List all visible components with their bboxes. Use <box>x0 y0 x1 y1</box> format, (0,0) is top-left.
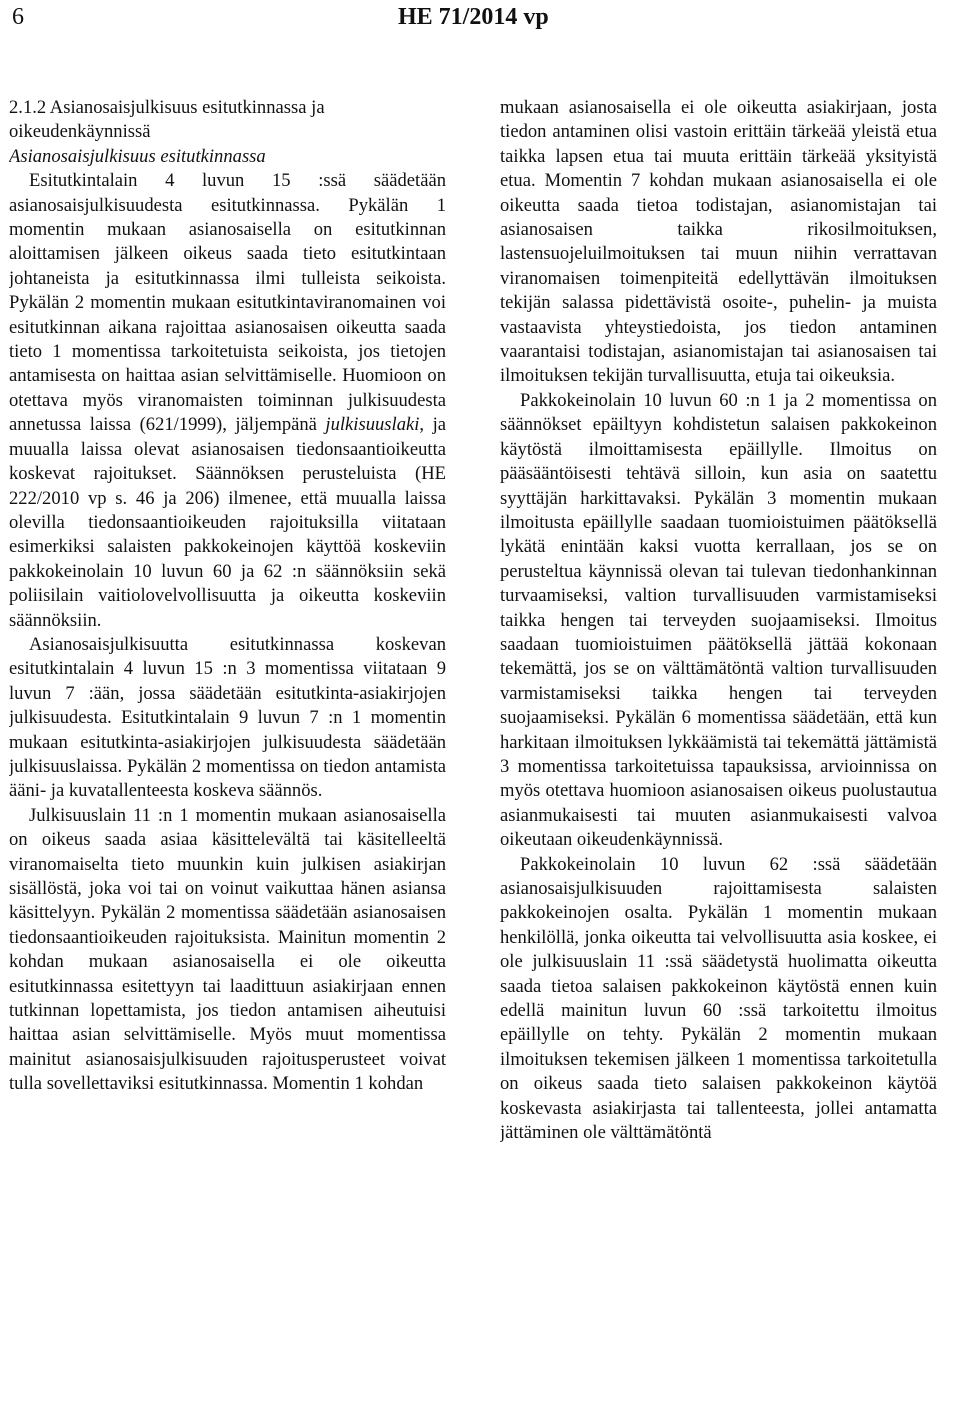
right-column <box>500 96 937 1407</box>
document-identifier: HE 71/2014 vp <box>398 4 549 30</box>
paragraph-text: Esitutkintalain 4 luvun 15 :ssä säädetään asianosaisjulkisuudesta esitutkinnassa. Pykälän 1 momentin mukaan asianosaisella on esitutkinnan aloittamisen jälkeen oikeus saada tieto esitutkintaan johtaneista ja esitutkinnassa ilmi tulleista seikoista. Pykälän 2 momentin mukaan esitutkintaviranomainen voi esitutkinnan aikana rajoittaa asianosaisen oikeutta saada tieto 1 momentissa tarkoitetuista seikoista, jos tietojen antamisesta on haittaa asian selvittämiselle. Huomioon on otettava myös viranomaisten toiminnan julkisuudesta annetussa laissa (621/1999), jäljempänä <box>9 170 446 436</box>
paragraph: Julkisuuslain 11 :n 1 momentin mukaan asianosaisella on oikeus saada asiaa käsittelevältä tai käsitelleeltä viranomaiselta tieto muunkin kuin julkisen asiakirjan sisällöstä, joka voi tai on voinut vaikuttaa hänen asiansa käsittelyyn. Pykälän 2 momentissa säädetään asianosaisen tiedonsaantioikeuden rajoituksista. Mainitun momentin 2 kohdan mukaan asianosaisella ei ole oikeutta esitutkinnassa esitettyyn tai laadittuun asiakirjaan ennen tutkinnan lopettamista, jos tiedon antamisen aiheutuisi haittaa asian selvittämiselle. Myös muut momentissa mainitut asianosaisjulkisuuden rajoitusperusteet voivat tulla sovellettaviksi esitutkinnassa. Momentin 1 kohdan <box>9 804 446 1095</box>
paragraph: Pakkokeinolain 10 luvun 60 :n 1 ja 2 momentissa on säännökset epäiltyyn kohdistetun salaisen pakkokeinon käytöstä ilmoittamisesta epäillylle. Ilmoitus on pääsääntöisesti tehtävä silloin, kun asia on saatettu syyttäjän harkittavaksi. Pykälän 3 momentin mukaan ilmoitusta epäillylle saadaan tuomioistuimen päätöksellä lykätä enintään kaksi vuotta kerrallaan, jos se on perusteltua käynnissä olevan tai tulevan tiedonhankinnan turvaamiseksi, valtion turvallisuuden varmistamiseksi taikka hengen tai terveyden suojaamiseksi. Ilmoitus saadaan tuomioistuimen päätöksellä jättää kokonaan tekemättä, jos se on välttämätöntä valtion turvallisuuden varmistamiseksi taikka hengen tai terveyden suojaamiseksi. Pykälän 6 momentissa säädetään, että kun harkitaan ilmoituksen lykkäämistä tai tekemättä jättämistä 3 momentissa tarkoitetuissa tapauksissa, arvioinnissa on myös otettava huomioon asianosaisen oikeus puolustautua asianmukaisesti tai muuten asianmukaisesti valvoa oikeutaan oikeudenkäynnissä. <box>500 389 937 851</box>
subheading: Asianosaisjulkisuus esitutkinnassa <box>9 145 266 167</box>
paragraph: Pakkokeinolain 10 luvun 62 :ssä säädetään asianosaisjulkisuuden rajoittamisesta salaisten pakkokeinojen osalta. Pykälän 1 momentin mukaan henkilöllä, jonka oikeutta tai velvollisuutta asia koskee, ei ole julkisuuslain 11 :ssä säädetystä huolimatta oikeutta saada tietoa salaisen pakkokeinon käytöstä ennen kuin edellä mainitun luvun 60 :ssä tarkoitettu ilmoitus epäillylle on tehty. Pykälän 2 momentin mukaan ilmoituksen tekemisen jälkeen 1 momentissa tarkoitetulla on oikeus saada tieto salaisen pakkokeinon käytöä koskevasta asiakirjasta tai tallenteesta, jollei antamatta jättäminen ole välttämätöntä <box>500 853 937 1144</box>
paragraph: mukaan asianosaisella ei ole oikeutta asiakirjaan, josta tiedon antaminen olisi vastoin erittäin tärkeää yleistä etua taikka lapsen etua tai muuta erittäin tärkeää yksityistä etua. Momentin 7 kohdan mukaan asianosaisella ei ole oikeutta saada tietoa todistajan, asianomistajan tai asianosaisen taikka rikosilmoituksen, lastensuojeluilmoituksen tai muun niihin verrattavan viranomaisen toimenpiteitä edellyttävän ilmoituksen tekijän salassa pidettävistä osoite-, puhelin- ja muista vastaavista yhteystiedoista, jos tiedon antaminen vaarantaisi todistajan, asianomistajan tai asianosaisen tai ilmoituksen tekijän turvallisuutta, etuja tai oikeuksia. <box>500 97 937 387</box>
paragraph <box>9 169 446 633</box>
paragraph: Asianosaisjulkisuutta esitutkinnassa koskevan esitutkintalain 4 luvun 15 :n 3 momentissa viitataan 9 luvun 7 :ään, jossa säädetään esitutkinta-asiakirjojen julkisuudesta. Esitutkintalain 9 luvun 7 :n 1 momentin mukaan esitutkinta-asiakirjojen julkisuudesta säädetään julkisuuslaissa. Pykälän 2 momentissa on tiedon antamista ääni- ja kuvatallenteesta koskeva säännös. <box>9 633 446 802</box>
italic-term: julkisuuslaki <box>325 414 420 436</box>
left-column <box>9 96 446 1407</box>
section-heading: 2.1.2 Asianosaisjulkisuus esitutkinnassa ja oikeudenkäynnissä <box>9 97 325 143</box>
page-header <box>8 2 948 36</box>
page-number: 6 <box>12 4 24 30</box>
paragraph-text: , ja muualla laissa olevat asianosaisen tiedonsaantioikeutta koskevat rajoitukset. Säännöksen perusteluista (HE 222/2010 vp s. 46 ja 206) ilmenee, että muualla laissa olevilla tiedonsaantioikeuden rajoituksilla viitataan esimerkiksi salaisten pakkokeinojen käyttöä koskeviin pakkokeinolain 10 luvun 60 ja 62 :n säännöksiin sekä poliisilain vaitiolovelvollisuutta ja oikeutta koskeviin säännöksiin. <box>9 414 446 631</box>
